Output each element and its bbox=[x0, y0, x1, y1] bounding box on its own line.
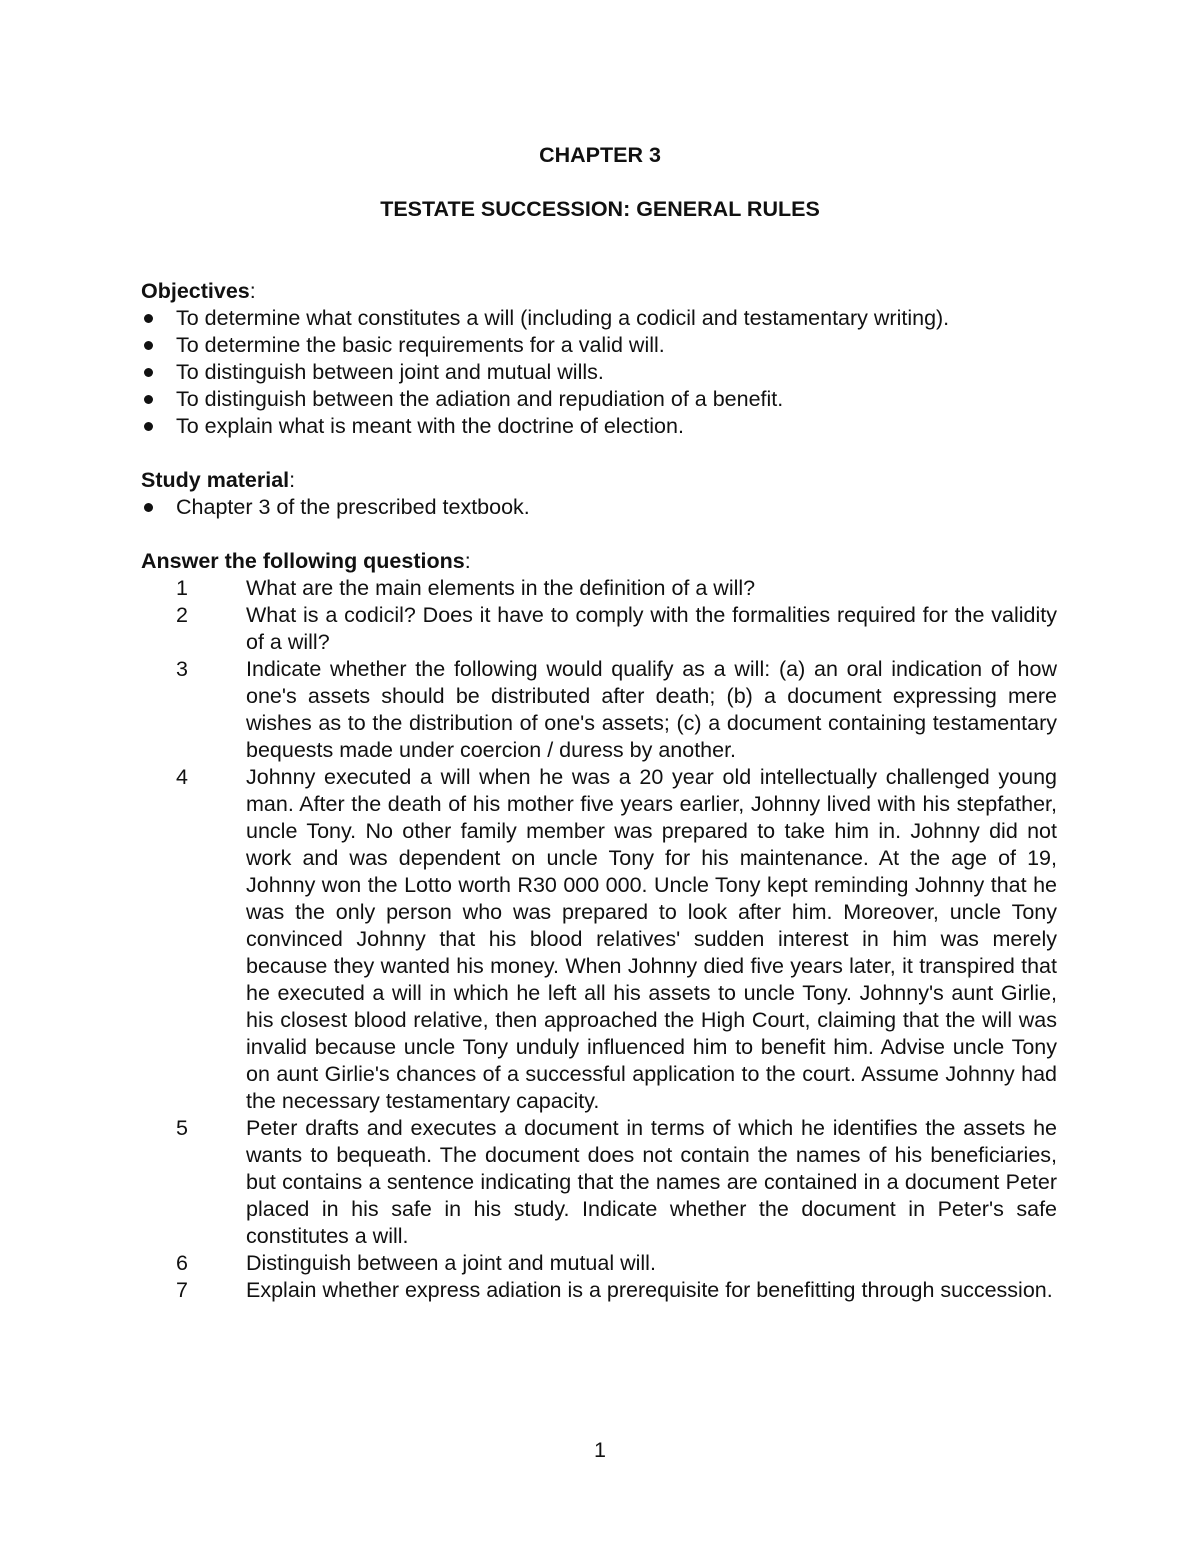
question-number: 2 bbox=[176, 603, 188, 627]
objective-text: To determine the basic requirements for a valid will. bbox=[176, 333, 665, 357]
question-item bbox=[141, 764, 1057, 1115]
question-text: Distinguish between a joint and mutual will. bbox=[246, 1251, 656, 1275]
objective-text: To determine what constitutes a will (including a codicil and testamentary writing). bbox=[176, 306, 950, 330]
list-item bbox=[141, 332, 1057, 359]
question-number: 1 bbox=[176, 576, 188, 600]
chapter-label: CHAPTER 3 bbox=[539, 143, 661, 167]
objective-text: To distinguish between the adiation and repudiation of a benefit. bbox=[176, 387, 784, 411]
study-material-heading-text: Study material bbox=[141, 468, 290, 492]
objective-text: To distinguish between joint and mutual wills. bbox=[176, 360, 604, 384]
question-item bbox=[141, 1277, 1057, 1304]
bullet-icon bbox=[144, 341, 153, 350]
list-item bbox=[141, 305, 1057, 332]
questions-heading bbox=[141, 548, 1057, 575]
page-number: 1 bbox=[594, 1438, 606, 1462]
study-material-heading-colon: : bbox=[289, 468, 296, 492]
bullet-icon bbox=[144, 503, 153, 512]
question-text: Peter drafts and executes a document in terms of which he identifies the assets he wants to bequeath. The document does not contain the names of his beneficiaries, but contains a sentence indicating that the names are contained in a document Peter placed in his safe in his study. Indicate whether the document in Peter's safe constitutes a will. bbox=[246, 1116, 1057, 1248]
bullet-icon bbox=[144, 368, 153, 377]
chapter-title: TESTATE SUCCESSION: GENERAL RULES bbox=[380, 197, 820, 221]
question-text: What are the main elements in the definition of a will? bbox=[246, 576, 756, 600]
bullet-icon bbox=[144, 422, 153, 431]
list-item bbox=[141, 386, 1057, 413]
question-item bbox=[141, 575, 1057, 602]
list-item bbox=[141, 494, 1057, 521]
objective-text: To explain what is meant with the doctrine of election. bbox=[176, 414, 684, 438]
objectives-list bbox=[141, 305, 1057, 440]
objectives-heading-colon: : bbox=[249, 279, 256, 303]
page-content bbox=[141, 278, 1057, 1304]
questions-heading-colon: : bbox=[464, 549, 471, 573]
list-item bbox=[141, 359, 1057, 386]
objectives-heading-text: Objectives bbox=[141, 279, 250, 303]
question-text: Indicate whether the following would qualify as a will: (a) an oral indication of how one's assets should be distributed after death; (b) a document expressing mere wishes as to the distribution of one's assets; (c) a document containing testamentary bequests made under coercion / duress by another. bbox=[246, 657, 1057, 762]
questions-list bbox=[141, 575, 1057, 1304]
objectives-heading bbox=[141, 278, 1057, 305]
question-text: Explain whether express adiation is a prerequisite for benefitting through succession. bbox=[246, 1278, 1053, 1302]
question-number: 4 bbox=[176, 765, 188, 789]
question-number: 7 bbox=[176, 1278, 188, 1302]
question-text: What is a codicil? Does it have to comply with the formalities required for the validity of a will? bbox=[246, 603, 1057, 654]
study-material-text: Chapter 3 of the prescribed textbook. bbox=[176, 495, 530, 519]
study-material-heading bbox=[141, 467, 1057, 494]
question-text: Johnny executed a will when he was a 20 year old intellectually challenged young man. After the death of his mother five years earlier, Johnny lived with his stepfather, uncle Tony. No other family member was prepared to take him in. Johnny did not work and was dependent on uncle Tony for his maintenance. At the age of 19, Johnny won the Lotto worth R30 000 000. Uncle Tony kept reminding Johnny that he was the only person who was prepared to look after him. Moreover, uncle Tony convinced Johnny that his blood relatives' sudden interest in him was merely because they wanted his money. When Johnny died five years later, it transpired that he executed a will in which he left all his assets to uncle Tony. Johnny's aunt Girlie, his closest blood relative, then approached the High Court, claiming that the will was invalid because uncle Tony unduly influenced him to benefit him. Advise uncle Tony on aunt Girlie's chances of a successful application to the court. Assume Johnny had the necessary testamentary capacity. bbox=[246, 765, 1057, 1113]
bullet-icon bbox=[144, 314, 153, 323]
question-item bbox=[141, 1115, 1057, 1250]
list-item bbox=[141, 413, 1057, 440]
question-number: 6 bbox=[176, 1251, 188, 1275]
bullet-icon bbox=[144, 395, 153, 404]
questions-heading-text: Answer the following questions bbox=[141, 549, 465, 573]
question-item bbox=[141, 602, 1057, 656]
study-material-list bbox=[141, 494, 1057, 521]
question-number: 5 bbox=[176, 1116, 188, 1140]
question-item bbox=[141, 1250, 1057, 1277]
question-number: 3 bbox=[176, 657, 188, 681]
question-item bbox=[141, 656, 1057, 764]
